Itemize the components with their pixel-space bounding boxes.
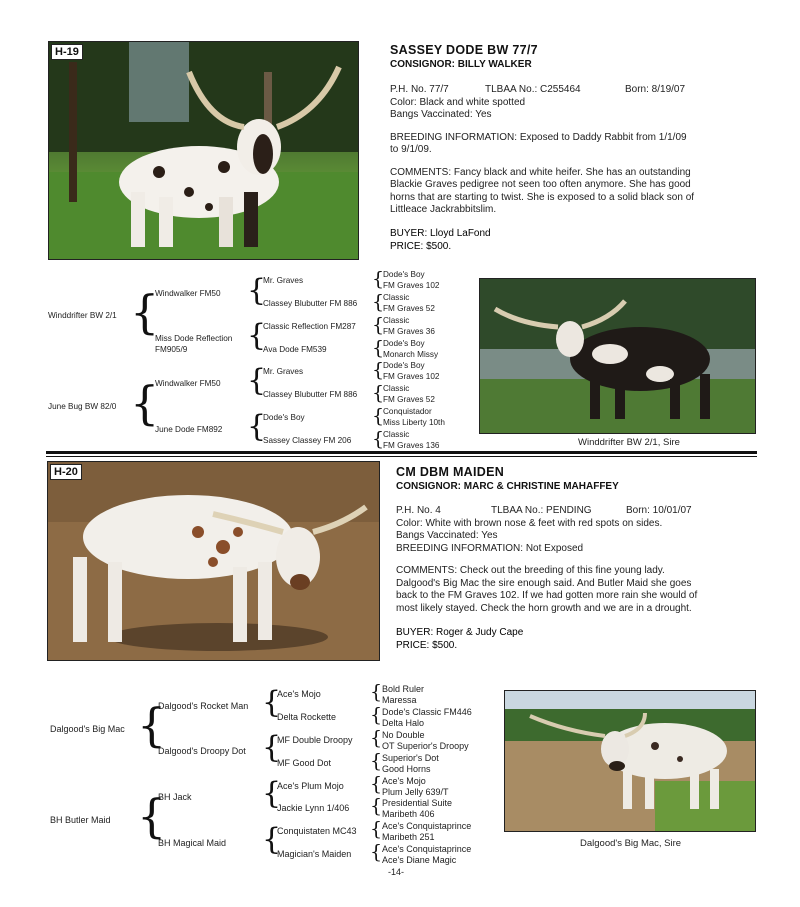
pedigree-great-grandparent: MF Good Dot: [277, 758, 332, 768]
pedigree-brace: {: [262, 685, 282, 720]
pedigree-brace: {: [372, 337, 385, 359]
pedigree-great-grandparent: Dode's Boy: [263, 413, 305, 422]
h19-comments-line-2: Blackie Graves pedigree not seen too often anymore. She has good: [390, 179, 691, 190]
pedigree-ancestor: FM Graves 102: [383, 281, 440, 290]
pedigree-brace: {: [372, 291, 385, 313]
h19-comments-line-3: horns that are starting to twist. She is exposed to a solid black son of: [390, 191, 695, 203]
pedigree-ancestor: Bold Ruler: [382, 684, 425, 694]
pedigree-ancestor: Dode's Boy: [383, 361, 425, 370]
pedigree-grandparent: Windwalker FM50: [155, 289, 221, 298]
section-divider-thin: [46, 456, 757, 457]
h20-comments-line-1: COMMENTS: Check out the breeding of this fine young lady.: [396, 565, 665, 576]
h19-id-line: [390, 84, 755, 97]
pedigree-brace: {: [372, 268, 385, 290]
pedigree-grandparent-line-2: FM905/9: [155, 345, 188, 354]
h19-price: PRICE: $500.: [390, 241, 452, 252]
pedigree-great-grandparent: Sassey Classey FM 206: [263, 436, 352, 445]
h19-cow-illustration: [49, 42, 358, 259]
pedigree-sire: Dalgood's Big Mac: [50, 724, 125, 734]
pedigree-grandparent: Dalgood's Rocket Man: [158, 701, 249, 711]
pedigree-grandparent: June Dode FM892: [155, 425, 223, 434]
pedigree-dam: BH Butler Maid: [50, 815, 111, 825]
pedigree-great-grandparent: Mr. Graves: [263, 276, 304, 285]
pedigree-grandparent: BH Jack: [158, 792, 192, 802]
h19-born-date: Born: 8/19/07: [625, 84, 686, 95]
pedigree-great-grandparent: Conquistaten MC43: [277, 826, 357, 836]
h19-ph-number: P.H. No. 77/7: [390, 84, 449, 95]
pedigree-ancestor: Dode's Boy: [383, 270, 425, 279]
pedigree-ancestor: Dode's Boy: [383, 339, 425, 348]
pedigree-brace: {: [370, 773, 383, 795]
pedigree-ancestor: FM Graves 102: [383, 372, 440, 381]
pedigree-grandparent: Dalgood's Droopy Dot: [158, 746, 246, 756]
h20-sire-illustration: [505, 691, 755, 831]
pedigree-brace: {: [372, 382, 385, 404]
h20-sire-caption: Dalgood's Big Mac, Sire: [580, 838, 682, 849]
pedigree-ancestor: Conquistador: [383, 407, 432, 416]
h20-cow-illustration: [48, 462, 379, 660]
h19-breeding-line-2: to 9/1/09.: [390, 144, 432, 155]
pedigree-great-grandparent: Delta Rockette: [277, 712, 337, 722]
h20-comments-line-4: most likely stayed. Check the horn growth and we are in a drought.: [396, 602, 692, 614]
pedigree-brace: {: [372, 405, 385, 427]
pedigree-ancestor: OT Superior's Droopy: [382, 741, 469, 751]
pedigree-brace: {: [247, 273, 267, 308]
h19-tlbaa-number: TLBAA No.: C255464: [485, 84, 581, 95]
h20-color: Color: White with brown nose & feet with red spots on sides.: [396, 517, 663, 529]
pedigree-ancestor: Delta Halo: [382, 718, 425, 728]
h20-comments-line-2: Dalgood's Big Mac the sire enough said. And Butler Maid she goes: [396, 577, 692, 589]
pedigree-ancestor: FM Graves 36: [383, 327, 435, 336]
pedigree-brace: {: [372, 359, 385, 381]
pedigree-ancestor: Classic: [383, 293, 410, 302]
pedigree-dam: June Bug BW 82/0: [48, 402, 117, 411]
pedigree-ancestor: Good Horns: [382, 764, 431, 774]
pedigree-ancestor: Ace's Conquistaprince: [382, 844, 472, 854]
pedigree-ancestor: Ace's Conquistaprince: [382, 821, 472, 831]
pedigree-ancestor: Classic: [383, 316, 410, 325]
pedigree-ancestor: FM Graves 52: [383, 304, 435, 313]
pedigree-brace: {: [370, 818, 383, 840]
pedigree-ancestor: Ace's Diane Magic: [382, 855, 457, 865]
pedigree-brace: {: [372, 428, 385, 450]
pedigree-ancestor: Classic: [383, 384, 410, 393]
pedigree-grandparent: Miss Dode Reflection: [155, 334, 233, 343]
h20-price: PRICE: $500.: [396, 640, 458, 651]
h20-breeding: BREEDING INFORMATION: Not Exposed: [396, 542, 584, 554]
pedigree-brace: {: [372, 314, 385, 336]
section-divider: [46, 451, 757, 454]
pedigree-ancestor: Superior's Dot: [382, 753, 439, 763]
pedigree-sire: Winddrifter BW 2/1: [48, 311, 117, 320]
h19-sire-illustration: [480, 279, 755, 433]
pedigree-brace: {: [137, 698, 167, 752]
h19-sire-photo: [479, 278, 756, 434]
h19-breeding-line-1: BREEDING INFORMATION: Exposed to Daddy Rabbit from 1/1/09: [390, 131, 687, 143]
pedigree-ancestor: Classic: [383, 430, 410, 439]
pedigree-ancestor: Maressa: [382, 695, 417, 705]
pedigree-brace: {: [370, 841, 383, 863]
pedigree-ancestor: FM Graves 136: [383, 441, 440, 450]
h20-tlbaa-number: TLBAA No.: PENDING: [491, 505, 592, 516]
pedigree-brace: {: [262, 730, 282, 765]
h20-sire-photo: [504, 690, 756, 832]
h19-comments-line-4: Littleace Jackrabbitslim.: [390, 204, 497, 215]
h20-bangs: Bangs Vaccinated: Yes: [396, 530, 498, 541]
pedigree-brace: {: [370, 681, 383, 703]
pedigree-great-grandparent: Classey Blubutter FM 886: [263, 299, 358, 308]
h19-buyer: BUYER: Lloyd LaFond: [390, 228, 491, 239]
pedigree-ancestor: No Double: [382, 730, 425, 740]
pedigree-great-grandparent: Mr. Graves: [263, 367, 304, 376]
pedigree-ancestor: Maribeth 406: [382, 809, 435, 819]
pedigree-brace: {: [137, 789, 167, 843]
h20-ph-number: P.H. No. 4: [396, 505, 441, 516]
pedigree-great-grandparent: MF Double Droopy: [277, 735, 353, 745]
pedigree-brace: {: [370, 750, 383, 772]
h19-info-block: [390, 84, 755, 217]
pedigree-great-grandparent: Magician's Maiden: [277, 849, 352, 859]
pedigree-great-grandparent: Classey Blubutter FM 886: [263, 390, 358, 399]
h20-info-block: [396, 505, 756, 615]
h19-sire-caption: Winddrifter BW 2/1, Sire: [578, 437, 680, 448]
h20-buyer: BUYER: Roger & Judy Cape: [396, 627, 524, 638]
h20-cow-photo: [47, 461, 380, 661]
pedigree-ancestor: Monarch Missy: [383, 350, 439, 359]
pedigree-brace: {: [370, 795, 383, 817]
h19-consignor: CONSIGNOR: BILLY WALKER: [390, 59, 532, 70]
lot-tag-h19: H-19: [51, 44, 83, 60]
h19-comments-line-1: COMMENTS: Fancy black and white heifer. She has an outstanding: [390, 166, 691, 178]
pedigree-ancestor: Plum Jelly 639/T: [382, 787, 449, 797]
pedigree-ancestor: FM Graves 52: [383, 395, 435, 404]
pedigree-great-grandparent: Ava Dode FM539: [263, 345, 327, 354]
pedigree-ancestor: Miss Liberty 10th: [383, 418, 445, 427]
pedigree-great-grandparent: Jackie Lynn 1/406: [277, 803, 350, 813]
pedigree-great-grandparent: Ace's Plum Mojo: [277, 781, 344, 791]
pedigree-ancestor: Presidential Suite: [382, 798, 453, 808]
h19-cow-photo: [48, 41, 359, 260]
pedigree-brace: {: [130, 376, 160, 430]
h20-id-line: [396, 505, 756, 518]
h20-lot-name: CM DBM MAIDEN: [396, 465, 505, 479]
pedigree-brace: {: [247, 318, 267, 353]
pedigree-brace: {: [262, 776, 282, 811]
h20-born-date: Born: 10/01/07: [626, 505, 692, 516]
page-number: -14-: [388, 867, 405, 877]
pedigree-ancestor: Maribeth 251: [382, 832, 435, 842]
pedigree-grandparent: Windwalker FM50: [155, 379, 221, 388]
lot-tag-h20: H-20: [50, 464, 82, 480]
pedigree-brace: {: [370, 704, 383, 726]
pedigree-brace: {: [370, 727, 383, 749]
pedigree-ancestor: Dode's Classic FM446: [382, 707, 472, 717]
h20-consignor: CONSIGNOR: MARC & CHRISTINE MAHAFFEY: [396, 481, 619, 492]
h19-color: Color: Black and white spotted: [390, 96, 526, 108]
h19-bangs: Bangs Vaccinated: Yes: [390, 109, 492, 120]
pedigree-great-grandparent: Classic Reflection FM287: [263, 322, 356, 331]
h20-comments-line-3: back to the FM Graves 102. If we had gotten more rain she would of: [396, 590, 698, 601]
pedigree-ancestor: Ace's Mojo: [382, 776, 426, 786]
h19-lot-name: SASSEY DODE BW 77/7: [390, 43, 538, 57]
pedigree-grandparent: BH Magical Maid: [158, 838, 227, 848]
pedigree-great-grandparent: Ace's Mojo: [277, 689, 321, 699]
pedigree-brace: {: [262, 822, 282, 857]
pedigree-brace: {: [247, 363, 267, 398]
pedigree-brace: {: [130, 285, 160, 339]
pedigree-brace: {: [247, 409, 267, 444]
